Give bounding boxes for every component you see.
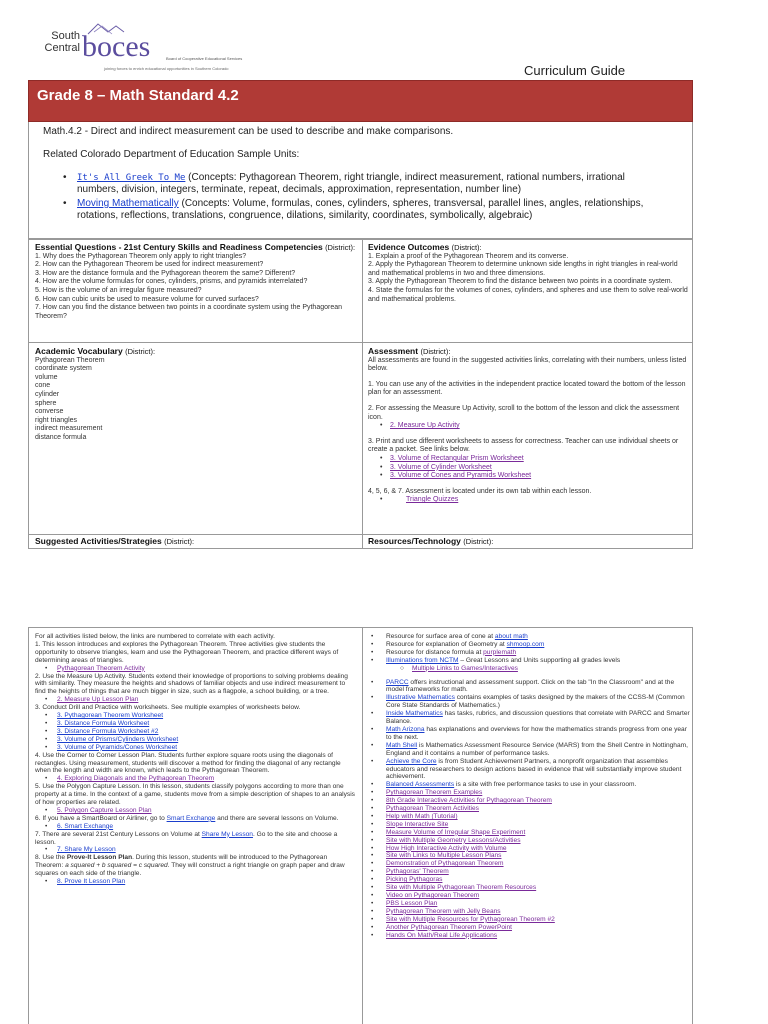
title-banner [28, 80, 693, 122]
question-item: 7. How can you find the distance between two points in a coordinate system using the Pythagorean Theorem? [35, 304, 343, 320]
resource-link[interactable]: Math Shell [386, 741, 418, 749]
resource-item: • Illuminations from NCTM – Great Lessons and Units supporting all grades levels [368, 657, 690, 665]
activity-link[interactable]: 5. Polygon Capture Lesson Plan [57, 806, 152, 814]
activity-link[interactable]: 3. Volume of Pyramids/Cones Worksheet [57, 743, 178, 751]
resource-item: • Resource for surface area of cone at about math [368, 633, 690, 641]
resource-item: • Resource for explanation of Geometry at shmoop.com [368, 641, 690, 649]
activity-link[interactable]: 3. Volume of Prisms/Cylinders Worksheet [57, 735, 179, 743]
activity-link[interactable]: 8. Prove It Lesson Plan [57, 878, 126, 886]
question-item: 6. How can cubic units be used to measure volume for curved surfaces? [35, 295, 259, 303]
resource-link[interactable]: Site with Multiple Pythagorean Theorem Resources [386, 884, 537, 892]
unit-item: • Moving Mathematically (Concepts: Volume, formulas, cones, cylinders, spheres, transversal, parallel lines, angles, relationships, rotations, reflections, translations, congruence, dilations, similarity, coordinates, symbolically, algebraic) [63, 198, 644, 221]
worksheet-link[interactable]: 3. Volume of Cylinder Worksheet [390, 463, 492, 471]
assessment-paragraph: 3. Print and use different worksheets to assess for correctness. Teacher can use individual sheets or create a packet. See links below. [368, 437, 679, 454]
assessment-paragraph: 2. For assessing the Measure Up Activity, scroll to the bottom of the lesson and click the assessment icon. [368, 404, 680, 421]
evidence-outcomes-cell [368, 243, 688, 304]
assessment-heading: Assessment (District): [368, 346, 451, 356]
activity-description: 7. There are several 21st Century Lessons on Volume at Share My Lesson. Go to the site and choose a lesson. [35, 830, 338, 846]
resource-link[interactable]: Another Pythagorean Theorem PowerPoint [386, 923, 512, 931]
suggested-activities-cell [35, 537, 357, 547]
resource-link[interactable]: Illustrative Mathematics [386, 694, 455, 702]
evidence-outcomes-heading: Evidence Outcomes (District): [368, 242, 482, 252]
boces-logo [36, 22, 266, 74]
vocab-term: indirect measurement [35, 425, 103, 433]
assessment-paragraph: 1. You can use any of the activities in the independent practice located toward the bottom of the lesson plan for an assessment. [368, 380, 686, 397]
logo-board-text: Board of Cooperative Educational Services [166, 56, 243, 61]
resource-link[interactable]: Site with Multiple Resources for Pythagorean Theorem #2 [386, 915, 555, 923]
worksheet-link[interactable]: 3. Volume of Cones and Pyramids Worksheet [390, 472, 532, 480]
resources-technology-cell [368, 537, 688, 547]
resource-item: • Math Arizona has explanations and overviews for how the mathematics strands progress from one year to the next. [368, 726, 690, 742]
vocab-term: volume [35, 373, 58, 381]
outcome-item: 1. Explain a proof of the Pythagorean Theorem and its converse. [368, 252, 569, 260]
activity-description: 1. This lesson introduces and explores the Pythagorean Theorem. Three activities give students the opportunity to observe triangles, learn and use the Pythagorean Theorem, and practice different ways of determining areas of triangles. [35, 640, 339, 664]
activity-description: 6. If you have a SmartBoard or Airliner, go to Smart Exchange and there are several lessons on Volume. [35, 814, 339, 822]
resource-link[interactable]: PARCC [386, 678, 409, 686]
intro-box [28, 122, 693, 239]
resource-link[interactable]: Help with Math (Tutorial) [386, 812, 458, 820]
question-item: 2. How can the Pythagorean Theorem be used for indirect measurement? [35, 261, 264, 269]
resource-link[interactable]: Picking Pythagoras [386, 876, 443, 884]
unit-item: • It's All Greek To Me (Concepts: Pythagorean Theorem, right triangle, indirect measurement, rational numbers, irrational numbers, division, integers, terminate, repeat, decimals, approximation, representation, number line) [63, 172, 625, 195]
assessment-cell [368, 347, 688, 505]
activity-link[interactable]: 2. Measure Up Lesson Plan [57, 696, 139, 704]
resource-link[interactable]: Slope Interactive Site [386, 820, 449, 828]
resource-item: • Math Shell is Mathematics Assessment Resource Service (MARS) from the Shell Centre in Nottingham, England and it contains a number of performance tasks. [368, 742, 690, 758]
vocab-term: right triangles [35, 416, 78, 424]
suggested-activities-heading: Suggested Activities/Strategies (District): [35, 536, 195, 546]
resource-link[interactable]: Video on Pythagorean Theorem [386, 892, 480, 899]
smart-exchange-inline-link[interactable]: Smart Exchange [166, 814, 216, 822]
standard-statement: Math.4.2 - Direct and indirect measurement can be used to describe and make comparisons. [43, 126, 454, 137]
resource-link[interactable]: Site with Multiple Geometry Lessons/Activities [386, 836, 521, 844]
resource-link[interactable]: Pythagoras' Theorem [386, 868, 449, 876]
vocab-term: converse [35, 408, 64, 416]
resources-technology-heading: Resources/Technology (District): [368, 536, 494, 546]
resource-item: • Achieve the Core is from Student Achievement Partners, a nonprofit organization that assembles educators and researchers to design actions based in evidence that will substantially improve student achievement. [368, 758, 690, 782]
outcome-item: 4. State the formulas for the volumes of cones, cylinders, and spheres and use them to solve real-world and mathematical problems. [368, 286, 688, 303]
resource-link[interactable]: Hands On Math/Real Life Applications [386, 931, 498, 939]
activity-description: 2. Use the Measure Up Activity. Students extend their knowledge of proportions to solving problems dealing with similarity. They measure the heights and shadows of familiar objects and use indirect measurement to find the heights of things that are much bigger in size, such as a flagpole, a school building, or a tree. [35, 672, 348, 696]
resource-link[interactable]: How High Interactive Activity with Volume [386, 844, 507, 852]
measure-up-activity-link[interactable]: 2. Measure Up Activity [390, 422, 460, 430]
resource-link[interactable]: PBS Lesson Plan [386, 899, 438, 907]
activity-link[interactable]: 4. Exploring Diagonals and the Pythagorean Theorem [57, 775, 215, 783]
standards-table [28, 239, 693, 549]
question-item: 5. How is the volume of an irregular figure measured? [35, 286, 202, 294]
activity-link[interactable]: 3. Distance Formula Worksheet #2 [57, 727, 159, 735]
resource-item: • Resource for distance formula at purplemath [368, 649, 690, 657]
activities-resources-table [28, 627, 693, 1024]
resource-item: • Illustrative Mathematics contains examples of tasks designed by the makers of the CCSS-M (Common Core State Standards of Mathematics.) [368, 694, 690, 710]
unit-link-greek[interactable]: It's All Greek To Me [77, 173, 186, 183]
related-units-label: Related Colorado Department of Education Sample Units: [43, 149, 300, 160]
vocab-term: cylinder [35, 390, 60, 398]
resource-link[interactable]: 8th Grade Interactive Activities for Pythagorean Theorem [386, 797, 552, 805]
question-item: 3. How are the distance formula and the Pythagorean theorem the same? Different? [35, 269, 296, 277]
vocab-term: distance formula [35, 433, 87, 441]
resource-link[interactable]: Math Arizona [386, 725, 425, 733]
activity-link[interactable]: 3. Pythagorean Theorem Worksheet [57, 712, 164, 720]
vocab-term: coordinate system [35, 365, 92, 373]
resource-link[interactable]: Pythagorean Theorem Examples [386, 789, 483, 797]
question-item: 1. Why does the Pythagorean Theorem only apply to right triangles? [35, 252, 247, 260]
resource-link[interactable]: Inside Mathematics [386, 710, 443, 718]
activity-link[interactable]: 6. Smart Exchange [57, 822, 114, 830]
logo-tagline: joining forces to enrich educational opportunities in Southern Colorado [104, 66, 229, 71]
resource-link[interactable]: purplemath [483, 648, 517, 656]
resource-link[interactable]: Site with Links to Multiple Lesson Plans [386, 852, 502, 860]
logo-boces-text: boces [82, 30, 151, 62]
resource-link[interactable]: Demonstration of Pythagorean Theorem [386, 860, 504, 868]
activity-link[interactable]: 3. Distance Formula Worksheet [57, 719, 150, 727]
resource-subitem [368, 665, 690, 673]
outcome-item: 3. Apply the Pythagorean Theorem to find the distance between two points in a coordinate system. [368, 278, 673, 286]
worksheet-link[interactable]: 3. Volume of Rectangular Prism Worksheet [390, 454, 524, 462]
resource-link[interactable]: about math [494, 633, 528, 640]
curriculum-guide-label: Curriculum Guide [524, 63, 626, 78]
resource-link[interactable]: Illuminations from NCTM [386, 656, 459, 664]
share-my-lesson-inline-link[interactable]: Share My Lesson [201, 830, 253, 838]
activity-link[interactable]: Pythagorean Theorem Activity [57, 664, 145, 672]
question-item: 4. How are the volume formulas for cones, cylinders, prisms, and pyramids interrelated? [35, 278, 308, 286]
activity-link[interactable]: 7. Share My Lesson [57, 846, 116, 854]
resources-column [368, 633, 690, 939]
resource-link[interactable]: Measure Volume of Irregular Shape Experiment [386, 828, 526, 836]
academic-vocabulary-cell [35, 347, 357, 443]
triangle-quizzes-link[interactable]: Triangle Quizzes [406, 496, 459, 504]
outcome-item: 2. Apply the Pythagorean Theorem to determine unknown side lengths in right triangles in real-world and mathematical problems in two and three dimensions. [368, 261, 678, 277]
resource-item: • PARCC offers instructional and assessment support. Click on the tab "In the Classroom" and at the model frameworks for math. [368, 679, 690, 695]
assessment-paragraph: All assessments are found in the suggested activities links, correlating with their numbers, unless listed below. [368, 356, 687, 373]
activity-description: 3. Conduct Drill and Practice with worksheets. See multiple examples of worksheets below. [35, 704, 301, 712]
resource-link[interactable]: Multiple Links to Games/Interactives [412, 664, 518, 672]
activities-column [35, 633, 357, 886]
essential-questions-cell [35, 243, 357, 321]
resource-link[interactable]: Balanced Assessments [386, 781, 455, 789]
assessment-paragraph: 4, 5, 6, & 7. Assessment is located under its own tab within each lesson. [368, 487, 592, 495]
resource-link[interactable]: Pythagorean Theorem Activities [386, 805, 479, 813]
essential-questions-heading: Essential Questions - 21st Century Skills and Readiness Competencies (District): [35, 242, 356, 252]
logo-south-central: South Central [44, 30, 80, 54]
activity-description: 4. Use the Corner to Corner Lesson Plan. Students further explore square roots using the diagonals of rectangles. Using measurement, students will discover a method for finding the diagonal of any rectangle when the length and width are known, which leads to the Pythagorean Theorem. [35, 751, 341, 775]
activity-description: 8. Use the Prove-It Lesson Plan. During this lesson, students will be introduced to the Pythagorean Theorem: a squared + b squared = c squared. They will construct a right triangle on graph paper and draw squares on each side of the triangle. [35, 854, 345, 878]
resource-link[interactable]: Achieve the Core [386, 757, 437, 765]
resource-link[interactable]: shmoop.com [506, 640, 545, 648]
vocab-term: Pythagorean Theorem [35, 356, 105, 364]
academic-vocabulary-heading: Academic Vocabulary (District): [35, 346, 156, 356]
vocab-term: cone [35, 382, 51, 390]
unit-link-moving[interactable]: Moving Mathematically [77, 198, 179, 209]
resource-item: • Inside Mathematics has tasks, rubrics, and discussion questions that correlate with PARCC and Smarter Balance. [368, 710, 690, 726]
resource-link[interactable]: Pythagorean Theorem with Jelly Beans [386, 907, 501, 915]
activity-description: 5. Use the Polygon Capture Lesson. In this lesson, students classify polygons according to more than one property at a time. In the context of a game, students move from a simple description of shapes to an analysis of how properties are related. [35, 783, 355, 807]
activities-intro: For all activities listed below, the links are numbered to correlate with each activity. [35, 633, 275, 640]
page-title: Grade 8 – Math Standard 4.2 [37, 87, 239, 104]
vocab-term: sphere [35, 399, 57, 407]
resource-item: • Balanced Assessments is a site with free performance tasks to use in your classroom. [368, 781, 690, 789]
